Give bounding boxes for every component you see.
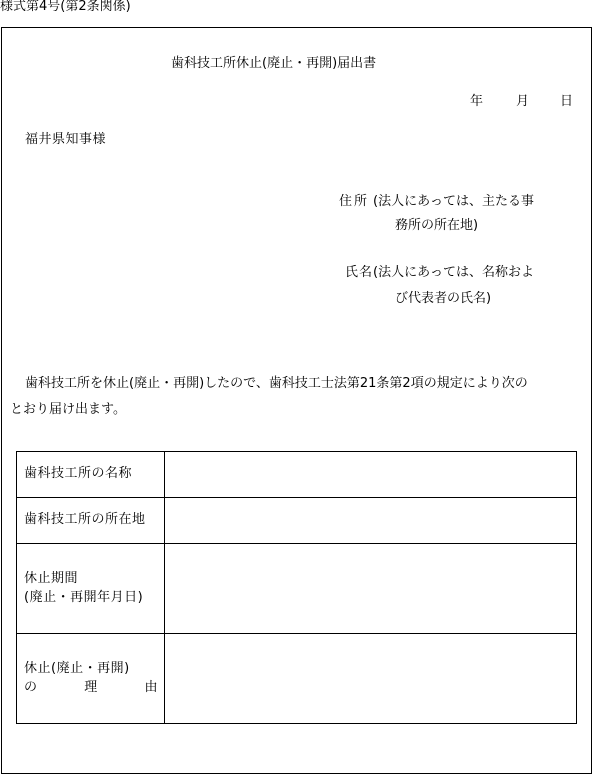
date-year-label: 年 bbox=[470, 94, 484, 109]
address-note-line2: 務所の所在地) bbox=[395, 218, 479, 233]
facility-location-label: 歯科技工所の所在地 bbox=[17, 498, 165, 544]
reason-char-yu: 由 bbox=[144, 679, 158, 695]
info-table bbox=[16, 451, 577, 724]
suspension-period-label-line2: (廃止・再開年月日) bbox=[24, 589, 144, 605]
facility-location-field[interactable] bbox=[165, 498, 577, 544]
addressee: 福井県知事様 bbox=[25, 132, 107, 147]
date-month-label: 月 bbox=[516, 94, 530, 109]
document-title: 歯科技工所休止(廃止・再開)届出書 bbox=[171, 56, 377, 71]
body-text-line2: とおり届け出ます。 bbox=[10, 402, 126, 417]
reason-label-line2 bbox=[24, 679, 164, 698]
suspension-period-label bbox=[17, 544, 165, 634]
address-label: 住所 bbox=[339, 194, 370, 209]
body-text-line1: 歯科技工所を休止(廃止・再開)したので、歯科技工士法第21条第2項の規定により次の bbox=[25, 376, 528, 391]
address-note-line1: (法人にあっては、主たる事 bbox=[373, 194, 534, 209]
name-note-line1: (法人にあっては、名称およ bbox=[373, 265, 534, 280]
reason-char-no: の bbox=[24, 679, 38, 695]
suspension-period-field[interactable] bbox=[165, 544, 577, 634]
date-day-label: 日 bbox=[560, 94, 574, 109]
table-row-period bbox=[17, 544, 577, 634]
form-style-label: 様式第4号(第2条関係) bbox=[0, 0, 131, 14]
reason-label bbox=[17, 634, 165, 724]
name-label: 氏名 bbox=[345, 265, 374, 280]
table-row-name bbox=[17, 452, 577, 498]
facility-name-label: 歯科技工所の名称 bbox=[17, 452, 165, 498]
reason-label-line1: 休止(廃止・再開) bbox=[24, 660, 130, 676]
reason-char-ri: 理 bbox=[84, 679, 98, 695]
facility-name-field[interactable] bbox=[165, 452, 577, 498]
table-row-reason bbox=[17, 634, 577, 724]
name-note-line2: び代表者の氏名) bbox=[395, 291, 492, 306]
table-row-location bbox=[17, 498, 577, 544]
reason-field[interactable] bbox=[165, 634, 577, 724]
suspension-period-label-line1: 休止期間 bbox=[24, 570, 79, 586]
